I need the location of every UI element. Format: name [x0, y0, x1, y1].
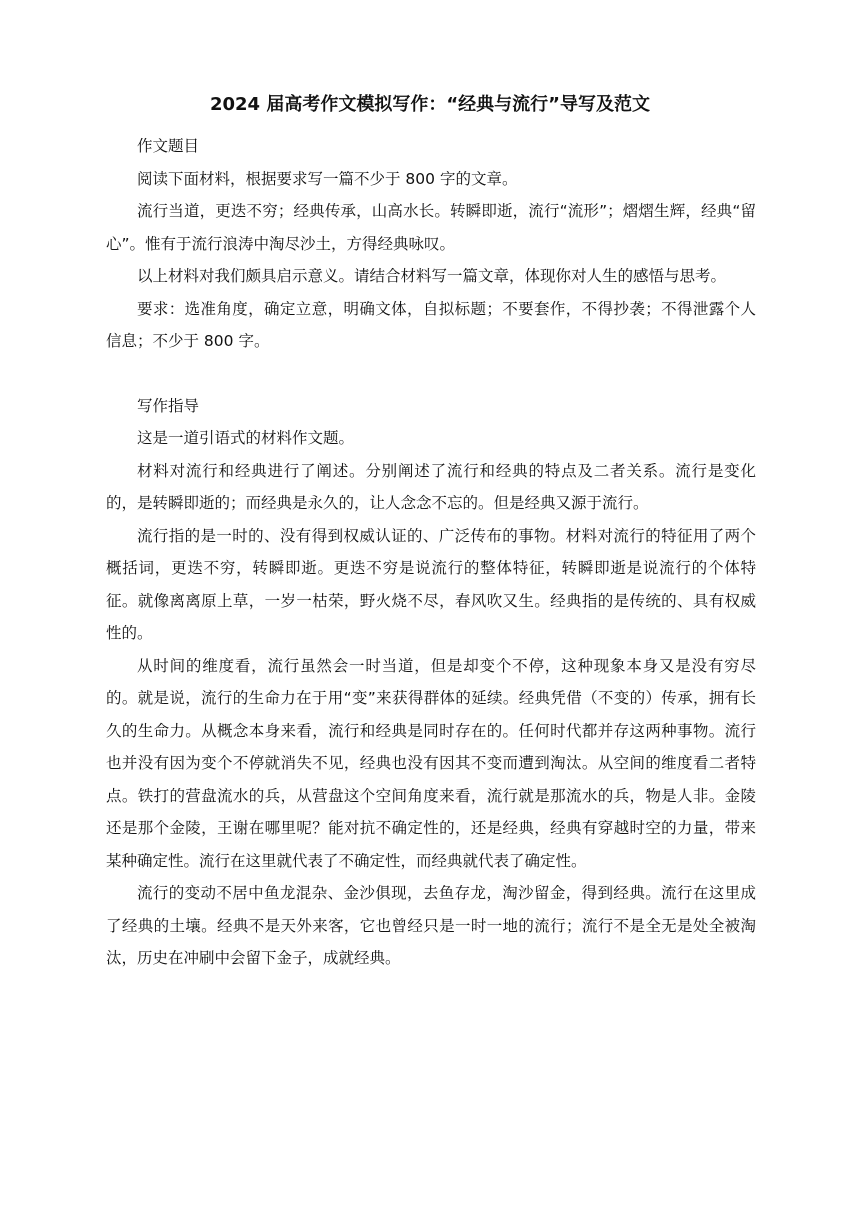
- paragraph: 流行指的是一时的、没有得到权威认证的、广泛传布的事物。材料对流行的特征用了两个概括词，更迭不穷，转瞬即逝。更迭不穷是说流行的整体特征，转瞬即逝是说流行的个体特征。就像离离原上草，一岁一枯荣，野火烧不尽，春风吹又生。经典指的是传统的、具有权威性的。: [106, 526, 756, 642]
- paragraph: 材料对流行和经典进行了阐述。分别阐述了流行和经典的特点及二者关系。流行是变化的，是转瞬即逝的；而经典是永久的，让人念念不忘的。但是经典又源于流行。: [106, 461, 756, 512]
- document-body: [106, 130, 756, 975]
- paragraph: 流行的变动不居中鱼龙混杂、金沙俱现，去鱼存龙，淘沙留金，得到经典。流行在这里成了经典的土壤。经典不是天外来客，它也曾经只是一时一地的流行；流行不是全无是处全被淘汰，历史在冲刷中会留下金子，成就经典。: [106, 884, 756, 967]
- paragraph: 这是一道引语式的材料作文题。: [137, 429, 355, 447]
- section-heading-guidance: 写作指导: [137, 396, 200, 415]
- paragraph: 从时间的维度看，流行虽然会一时当道，但是却变个不停，这种现象本身又是没有穷尽的。就是说，流行的生命力在于用“变”来获得群体的延续。经典凭借（不变的）传承，拥有长久的生命力。从概念本身来看，流行和经典是同时存在的。任何时代都并存这两种事物。流行也并没有因为变个不停就消失不见，经典也没有因其不变而遭到淘汰。从空间的维度看二者特点。铁打的营盘流水的兵，从营盘这个空间角度来看，流行就是那流水的兵，物是人非。金陵还是那个金陵，王谢在哪里呢？能对抗不确定性的，还是经典，经典有穿越时空的力量，带来某种确定性。流行在这里就代表了不确定性，而经典就代表了确定性。: [106, 656, 756, 870]
- paragraph: 以上材料对我们颇具启示意义。请结合材料写一篇文章，体现你对人生的感悟与思考。: [137, 267, 727, 285]
- paragraph: 流行当道，更迭不穷；经典传承，山高水长。转瞬即逝，流行“流形”；熠熠生辉，经典“留心”。惟有于流行浪涛中淘尽沙土，方得经典咏叹。: [106, 202, 756, 253]
- paragraph: 要求：选准角度，确定立意，明确文体，自拟标题；不要套作，不得抄袭；不得泄露个人信息；不少于 800 字。: [106, 299, 756, 350]
- paragraph: 阅读下面材料，根据要求写一篇不少于 800 字的文章。: [137, 169, 518, 188]
- section-heading-prompt: 作文题目: [137, 137, 200, 155]
- document-title: 2024 届高考作文模拟写作：“经典与流行”导写及范文: [209, 94, 651, 115]
- section-spacer: [106, 358, 756, 390]
